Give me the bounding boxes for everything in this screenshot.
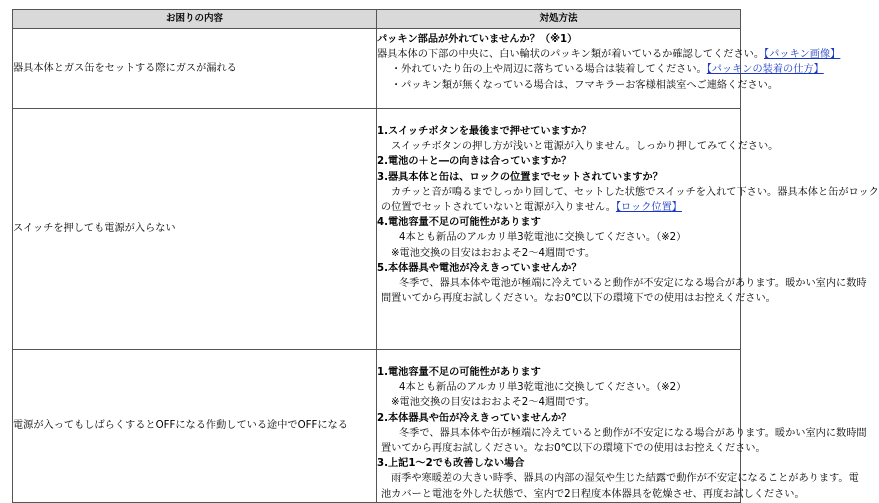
solution-cell <box>377 109 879 350</box>
solution-text: 間置いてから再度お試しください。なお0℃以下の環境下での使用はお控えください。 <box>381 293 776 305</box>
solution-heading: 4.電池容量不足の可能性があります <box>377 217 541 229</box>
solution-heading: パッキン部品が外れていませんか？（※1） <box>377 34 578 45</box>
solution-text: ・外れていたり缶の上や周辺に落ちている場合は装着してください。【パッキンの装着の仕方】 <box>391 64 824 76</box>
solution-cell <box>377 29 841 109</box>
spacer <box>377 350 740 365</box>
solution-heading: 1.スイッチボタンを最後まで押せていますか？ <box>377 126 592 137</box>
solution-heading: 5.本体器具や電池が冷えきっていませんか？ <box>377 262 582 274</box>
solution-cell <box>377 350 867 503</box>
solution-text: 置いてから再度お試しください。なお0℃以下の環境下での使用はお控えください。 <box>381 443 766 455</box>
table-row <box>13 109 741 350</box>
solution-heading: 3.器具本体と缶は、ロックの位置までセットされていますか？ <box>377 171 663 183</box>
solution-heading: 1.電池容量不足の可能性があります <box>377 367 541 378</box>
solution-text: 4本とも新品のアルカリ単3乾電池に交換してください。（※2） <box>399 382 687 394</box>
problem-cell: スイッチを押しても電源が入らない <box>13 109 377 350</box>
spacer <box>377 109 740 124</box>
table-row <box>13 350 741 503</box>
solution-heading: 2.電池の＋と―の向きは合っていますか？ <box>377 156 572 168</box>
solution-text: の位置でセットされていないと電源が入りません。【ロック位置】 <box>381 202 682 214</box>
solution-text: カチッと音が鳴るまでしっかり回して、セットした状態でスイッチを入れて下さい。器具本体と缶がロック <box>391 186 879 198</box>
spacer <box>377 306 740 321</box>
problem-cell: 器具本体とガス缶をセットする際にガスが漏れる <box>13 29 377 109</box>
header-solution: 対処方法 <box>377 10 741 29</box>
solution-text: スイッチボタンの押し方が浅いと電源が入りません。しっかり押してみてください。 <box>391 141 779 153</box>
solution-text: ※電池交換の目安はおおよそ2～4週間です。 <box>391 397 596 409</box>
table-row <box>13 29 741 109</box>
solution-text: ・パッキン類が無くなっている場合は、フマキラーお客様相談室へご連絡ください。 <box>391 79 779 91</box>
reference-link[interactable]: 【ロック位置】 <box>615 202 682 214</box>
header-problem: お困りの内容 <box>13 10 377 29</box>
reference-link[interactable]: 【パッキンの装着の仕方】 <box>706 64 824 76</box>
solution-text: 冬季で、器具本体や缶が極端に冷えていると動作が不安定になる場合があります。暖かい室内に数時間 <box>399 427 867 439</box>
solution-text: 雨季や寒暖差の大きい時季、器具の内部の湿気や生じた結露で動作が不安定になることがあります。電 <box>391 473 859 485</box>
solution-text: 池カバーと電池を外した状態で、室内で2日程度本体器具を乾燥させ、再度お試しください。 <box>381 488 805 500</box>
solution-text: 器具本体の下部の中央に、白い輪状のパッキン類が着いているか確認してください。【パッキン画像】 <box>377 49 841 61</box>
solution-heading: 2.本体器具や缶が冷えきっていませんか？ <box>377 412 572 424</box>
faq-table <box>12 9 879 503</box>
solution-text: 冬季で、器具本体や電池が極端に冷えていると動作が不安定になる場合があります。暖かい室内に数時 <box>399 278 867 290</box>
reference-link[interactable]: 【パッキン画像】 <box>764 49 841 61</box>
problem-cell: 電源が入ってもしばらくするとOFFになる作動している途中でOFFになる <box>13 350 377 503</box>
solution-text: 4本とも新品のアルカリ単3乾電池に交換してください。（※2） <box>399 232 687 244</box>
solution-text: ※電池交換の目安はおおよそ2～4週間です。 <box>391 247 596 259</box>
solution-heading: 3.上記1～2でも改善しない場合 <box>377 458 525 470</box>
header-row <box>13 10 741 29</box>
